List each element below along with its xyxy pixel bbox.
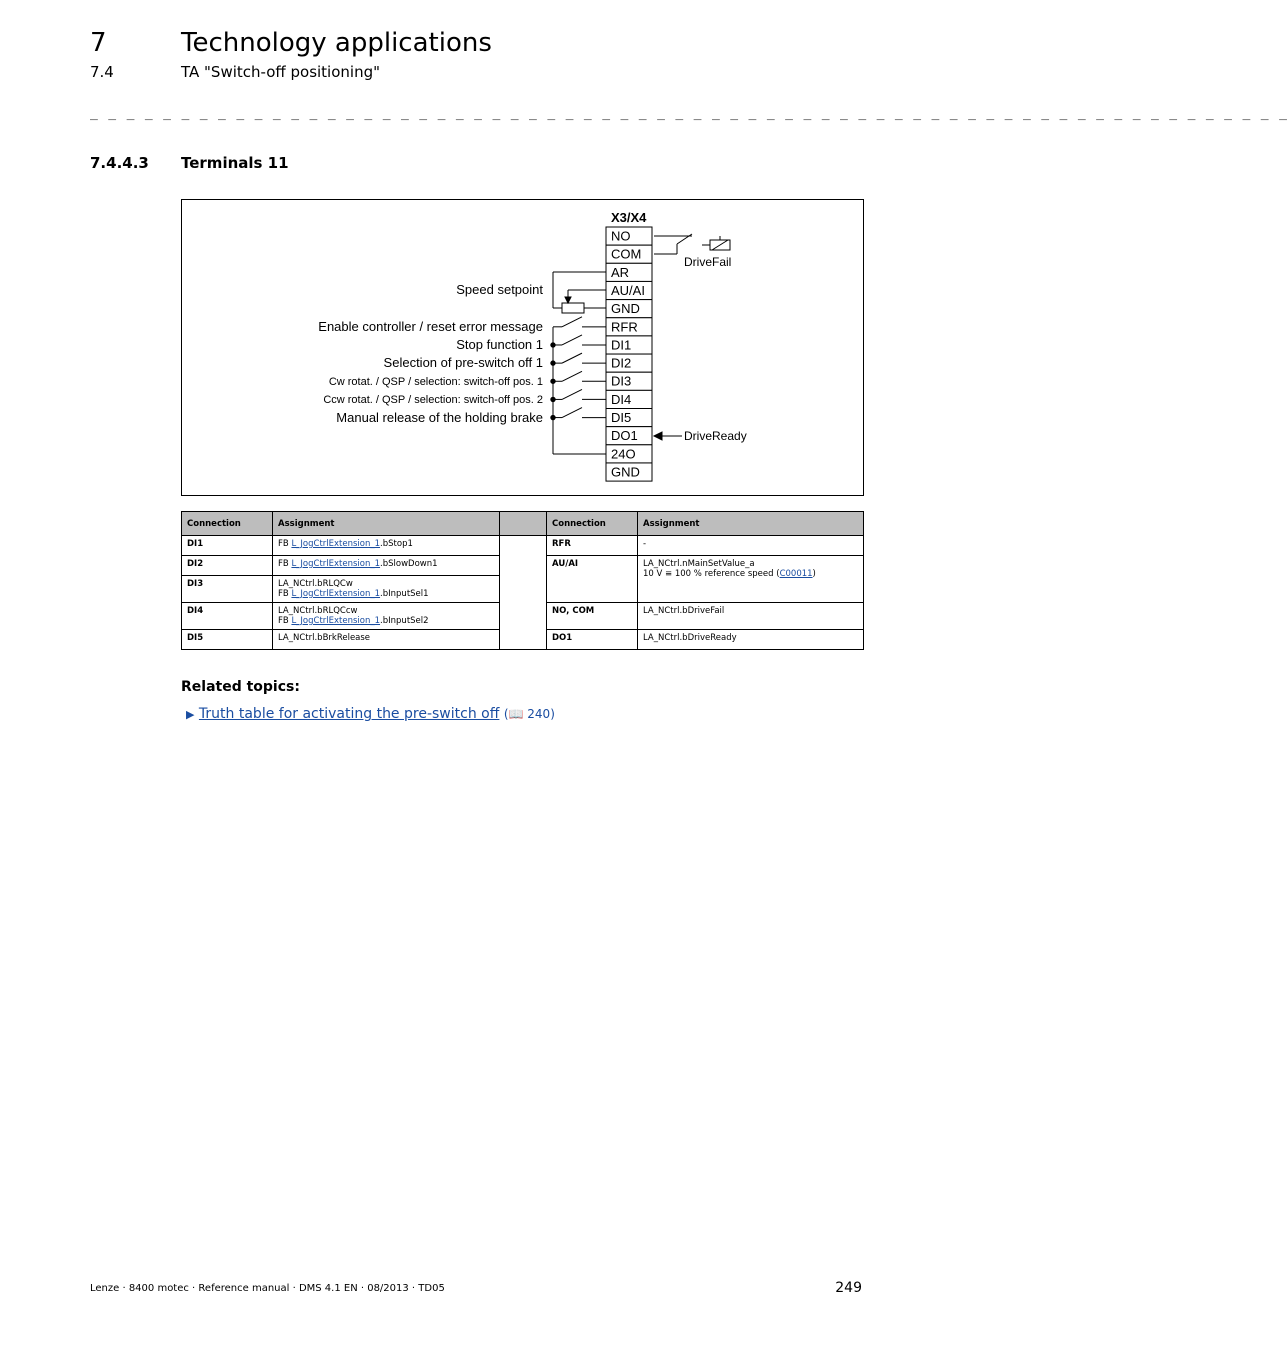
cell-connection: DO1	[547, 630, 638, 650]
fb-link[interactable]: L_JogCtrlExtension_1	[291, 539, 381, 549]
cell-assignment: FB L_JogCtrlExtension_1.bStop1	[273, 536, 500, 556]
switch-contact	[551, 389, 606, 401]
fb-link[interactable]: L_JogCtrlExtension_1	[291, 589, 381, 599]
cell-assignment: LA_NCtrl.bDriveReady	[638, 630, 864, 650]
related-topic-item	[186, 706, 555, 722]
signal-label: Cw rotat. / QSP / selection: switch-off pos. 1	[328, 376, 543, 388]
col-assignment: Assignment	[273, 512, 500, 536]
terminal-label: DI3	[611, 373, 632, 389]
terminal-label: RFR	[611, 319, 638, 335]
cell-assignment: LA_NCtrl.bRLQCcw FB L_JogCtrlExtension_1.bInputSel2	[273, 603, 500, 630]
switch-contact	[551, 371, 606, 383]
terminal-label: GND	[611, 464, 640, 480]
signal-label: Selection of pre-switch off 1	[383, 355, 543, 370]
signal-label: Manual release of the holding brake	[336, 410, 543, 425]
cell-assignment: LA_NCtrl.bBrkRelease	[273, 630, 500, 650]
potentiometer-symbol	[553, 272, 606, 313]
section-number: 7.4	[90, 63, 114, 81]
col-assignment-2: Assignment	[638, 512, 864, 536]
cell-connection: DI2	[182, 556, 273, 576]
fb-link[interactable]: L_JogCtrlExtension_1	[291, 616, 381, 626]
truth-table-link[interactable]: Truth table for activating the pre-switch off	[198, 706, 500, 722]
terminal-assignment-table	[181, 511, 864, 650]
terminal-label: DO1	[611, 428, 638, 444]
connector-label: X3/X4	[611, 210, 647, 225]
cell-connection: NO, COM	[547, 603, 638, 630]
code-link[interactable]: C00011	[779, 569, 813, 579]
cell-gap	[500, 536, 547, 650]
table-header-row	[182, 512, 864, 536]
signal-label: Stop function 1	[456, 337, 543, 352]
cell-assignment: LA_NCtrl.nMainSetValue_a 10 V ≡ 100 % reference speed (C00011)	[638, 556, 864, 603]
cell-connection: DI4	[182, 603, 273, 630]
terminal-label: AU/AI	[611, 282, 645, 298]
cell-assignment: -	[638, 536, 864, 556]
chapter-number: 7	[90, 28, 107, 58]
cell-connection: DI3	[182, 576, 273, 603]
cell-assignment: FB L_JogCtrlExtension_1.bSlowDown1	[273, 556, 500, 576]
fb-link[interactable]: L_JogCtrlExtension_1	[291, 559, 381, 569]
terminal-label: DI1	[611, 337, 632, 353]
triangle-right-icon: ▶	[186, 708, 195, 721]
subsection-title: Terminals 11	[181, 154, 289, 172]
signal-label: Speed setpoint	[456, 282, 543, 297]
terminal-label: DI2	[611, 355, 632, 371]
page-reference[interactable]: (📖 240)	[503, 707, 555, 721]
driveready-arrow	[654, 432, 682, 440]
terminal-label: DI4	[611, 391, 632, 407]
table-row	[182, 536, 864, 556]
terminal-wiring-diagram	[181, 199, 864, 496]
subsection-number: 7.4.4.3	[90, 154, 149, 172]
terminal-label: DI5	[611, 410, 632, 425]
terminal-label: GND	[611, 301, 640, 317]
chapter-title: Technology applications	[181, 28, 492, 58]
terminal-label: 24O	[611, 446, 636, 462]
switch-contact	[553, 317, 606, 327]
drivefail-label: DriveFail	[684, 255, 732, 269]
book-icon: 📖	[508, 707, 524, 721]
switch-contact	[551, 335, 606, 347]
signal-label: Ccw rotat. / QSP / selection: switch-off pos. 2	[323, 394, 543, 406]
footer-text: Lenze · 8400 motec · Reference manual · DMS 4.1 EN · 08/2013 · TD05	[90, 1283, 445, 1294]
related-topics-heading: Related topics:	[181, 679, 300, 695]
col-connection-2: Connection	[547, 512, 638, 536]
cell-connection: DI5	[182, 630, 273, 650]
cell-connection: AU/AI	[547, 556, 638, 603]
col-gap	[500, 512, 547, 536]
switch-contact	[551, 353, 606, 365]
signal-label: Enable controller / reset error message	[318, 319, 543, 334]
switch-contact	[551, 408, 606, 420]
cell-assignment: LA_NCtrl.bRLQCw FB L_JogCtrlExtension_1.bInputSel1	[273, 576, 500, 603]
col-connection: Connection	[182, 512, 273, 536]
cell-assignment: LA_NCtrl.bDriveFail	[638, 603, 864, 630]
wiring-svg	[182, 200, 863, 495]
header-separator: _ _ _ _ _ _ _ _ _ _ _ _ _ _ _ _ _ _ _ _ _ _ _ _ _ _ _ _ _ _ _ _ _ _ _ _ _ _ _ _ _ _ _ _ _ _ _ _ _ _ _ _ _ _ _ _ _ _ _ _ _ _ _ _ _ _	[90, 106, 1288, 121]
page-number: 249	[835, 1280, 862, 1296]
relay-contact-symbol	[654, 234, 730, 254]
driveready-label: DriveReady	[684, 429, 747, 443]
terminal-label: COM	[611, 246, 642, 262]
cell-connection: DI1	[182, 536, 273, 556]
cell-connection: RFR	[547, 536, 638, 556]
terminal-label: AR	[611, 264, 630, 280]
terminal-label: NO	[611, 228, 631, 244]
section-title: TA "Switch-off positioning"	[181, 63, 380, 81]
